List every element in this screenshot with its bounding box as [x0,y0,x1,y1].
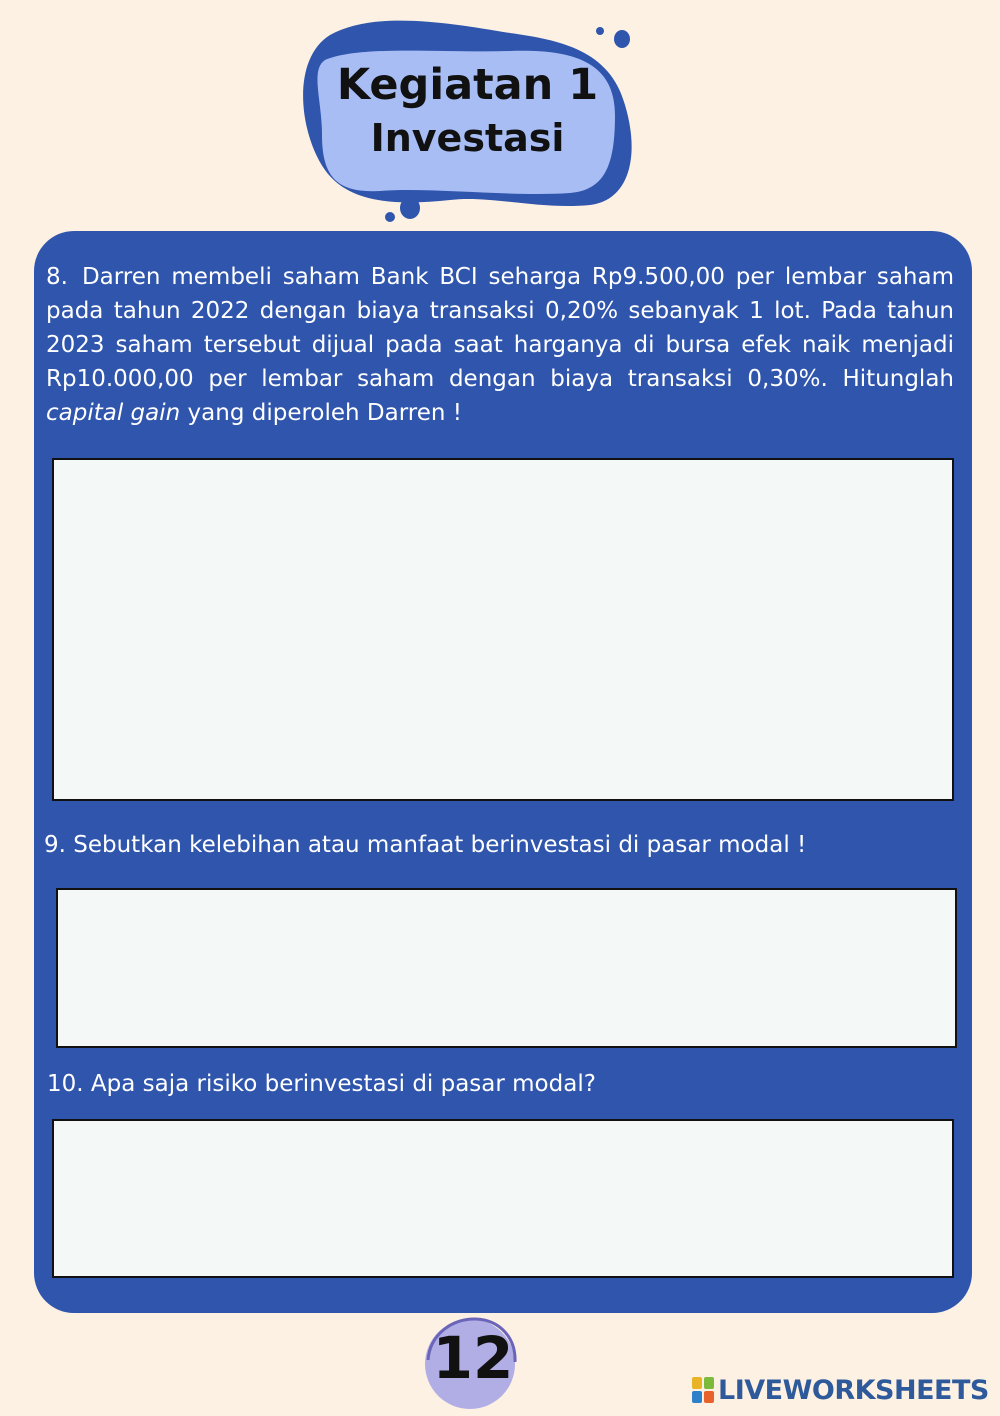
answer-box-10[interactable] [52,1119,954,1278]
bubble-bottom-small [385,212,395,222]
question-10: 10. Apa saja risiko berinvestasi di pasar modal? [47,1071,596,1097]
title-line-1: Kegiatan 1 [336,60,599,110]
page-number-badge [418,1312,528,1412]
brand-name: LIVEWORKSHEETS [718,1374,989,1406]
question-8-emphasis: capital gain [46,400,181,426]
title-line-2: Investasi [370,115,565,160]
liveworksheets-logo-icon [692,1377,714,1403]
question-8-text-before: Darren membeli saham Bank BCI seharga Rp9.500,00 per lembar saham pada tahun 2022 dengan biaya transaksi 0,20% sebanyak 1 lot. Pada tahun 2023 saham tersebut dijual pada saat harganya di bursa efek naik menjadi Rp10.000,00 per lembar saham dengan biaya transaksi 0,30%. Hitunglah [46,264,954,392]
question-9: 9. Sebutkan kelebihan atau manfaat berinvestasi di pasar modal ! [44,832,807,858]
page-number: 12 [432,1324,514,1392]
question-8-number: 8. [46,264,68,290]
bubble-bottom-large [400,197,420,219]
question-8-text-after: yang diperoleh Darren ! [180,400,462,426]
answer-box-9[interactable] [56,888,957,1048]
liveworksheets-brand [692,1372,989,1408]
page-title [320,60,615,161]
bubble-top-small [596,27,604,35]
answer-box-8[interactable] [52,458,954,801]
question-8 [46,260,954,430]
bubble-top-large [614,30,630,48]
